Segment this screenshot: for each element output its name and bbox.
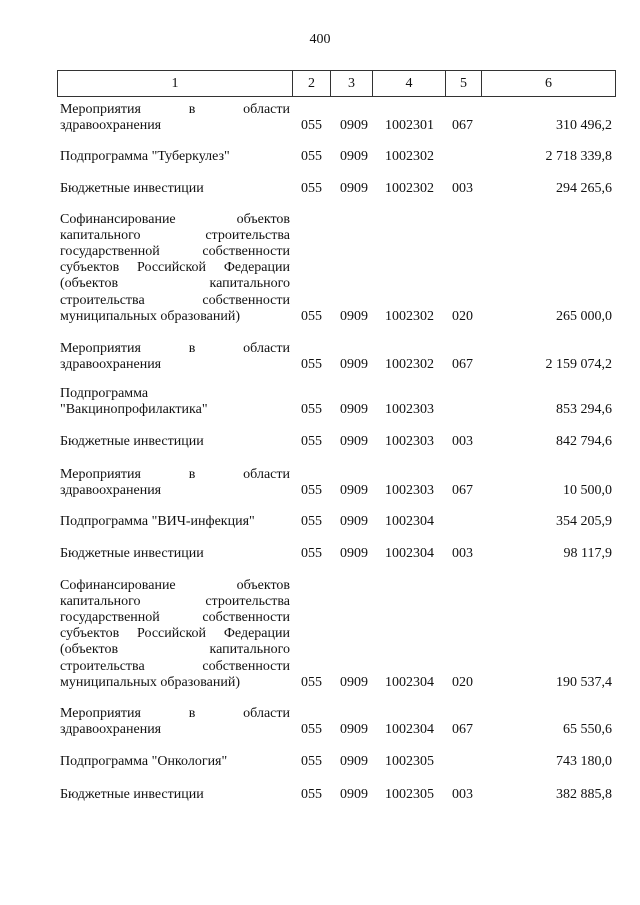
cell-c2: 055 [301,514,322,529]
row-description [60,514,290,530]
cell-c3: 0909 [340,402,368,417]
row-description [60,706,290,738]
cell-c2: 055 [301,149,322,164]
description-line: Бюджетные инвестиции [60,786,204,802]
cell-c2: 055 [301,181,322,196]
cell-c6: 310 496,2 [556,118,612,133]
header-col-4: 4 [373,71,446,96]
cell-c4: 1002304 [385,675,434,690]
table-header [57,70,616,97]
cell-c3: 0909 [340,483,368,498]
row-description [60,341,290,373]
description-line: Бюджетные инвестиции [60,545,204,561]
cell-c2: 055 [301,357,322,372]
cell-c4: 1002303 [385,483,434,498]
row-description [60,102,290,134]
header-col-5: 5 [446,71,482,96]
cell-c5: 067 [452,357,473,372]
header-col-6: 6 [545,76,552,91]
description-line: Мероприятия в области [60,466,290,482]
cell-c2: 055 [301,787,322,802]
description-line: Мероприятия в области [60,101,290,117]
description-line: Подпрограмма "Туберкулез" [60,148,230,164]
description-line: государственной собственности [60,610,290,626]
cell-c2: 055 [301,675,322,690]
description-line: Бюджетные инвестиции [60,180,204,196]
description-line: Подпрограмма "Онкология" [60,753,228,769]
row-description [60,434,290,450]
row-description [60,181,290,197]
cell-c4: 1002302 [385,309,434,324]
header-col-1: 1 [58,71,293,96]
cell-c4: 1002305 [385,754,434,769]
description-line: строительства собственности [60,292,290,308]
cell-c6: 382 885,8 [556,787,612,802]
description-line: муниципальных образований) [60,308,240,324]
cell-c3: 0909 [340,181,368,196]
cell-c2: 055 [301,754,322,769]
row-description [60,149,290,165]
description-line: строительства собственности [60,658,290,674]
cell-c6: 842 794,6 [556,434,612,449]
cell-c6: 743 180,0 [556,754,612,769]
cell-c4: 1002303 [385,434,434,449]
cell-c6: 10 500,0 [563,483,612,498]
cell-c6: 265 000,0 [556,309,612,324]
description-line: здравоохранения [60,356,162,372]
description-line: (объектов капитального [60,276,290,292]
cell-c2: 055 [301,722,322,737]
cell-c2: 055 [301,434,322,449]
header-col-2: 2 [293,71,331,96]
cell-c5: 020 [452,309,473,324]
cell-c3: 0909 [340,434,368,449]
cell-c6: 853 294,6 [556,402,612,417]
cell-c3: 0909 [340,149,368,164]
row-description [60,467,290,499]
cell-c5: 067 [452,118,473,133]
cell-c6: 65 550,6 [563,722,612,737]
cell-c4: 1002302 [385,357,434,372]
cell-c5: 020 [452,675,473,690]
description-line: капитального строительства [60,593,290,609]
cell-c3: 0909 [340,357,368,372]
cell-c5: 003 [452,181,473,196]
cell-c5: 067 [452,483,473,498]
cell-c6: 98 117,9 [563,546,612,561]
cell-c2: 055 [301,546,322,561]
cell-c4: 1002302 [385,149,434,164]
header-col-3: 3 [331,71,373,96]
row-description [60,212,290,325]
description-line: Софинансирование объектов [60,577,290,593]
cell-c6: 2 718 339,8 [545,149,612,164]
cell-c3: 0909 [340,546,368,561]
description-line: "Вакцинопрофилактика" [60,401,208,417]
cell-c4: 1002303 [385,402,434,417]
cell-c4: 1002304 [385,722,434,737]
cell-c3: 0909 [340,787,368,802]
cell-c4: 1002302 [385,181,434,196]
cell-c2: 055 [301,309,322,324]
description-line: государственной собственности [60,244,290,260]
description-line: Подпрограмма [60,385,149,401]
description-line: субъектов Российской Федерации [60,626,290,642]
description-line: здравоохранения [60,117,162,133]
cell-c3: 0909 [340,309,368,324]
cell-c3: 0909 [340,754,368,769]
row-description [60,546,290,562]
description-line: Софинансирование объектов [60,211,290,227]
cell-c2: 055 [301,402,322,417]
cell-c4: 1002304 [385,514,434,529]
cell-c6: 190 537,4 [556,675,612,690]
cell-c4: 1002305 [385,787,434,802]
page-number: 400 [309,32,331,47]
cell-c6: 294 265,6 [556,181,612,196]
cell-c4: 1002304 [385,546,434,561]
description-line: (объектов капитального [60,642,290,658]
description-line: Мероприятия в области [60,705,290,721]
row-description [60,787,290,803]
description-line: Бюджетные инвестиции [60,433,204,449]
cell-c5: 003 [452,787,473,802]
description-line: муниципальных образований) [60,674,240,690]
row-description [60,754,290,770]
description-line: субъектов Российской Федерации [60,260,290,276]
cell-c5: 003 [452,434,473,449]
description-line: капитального строительства [60,227,290,243]
description-line: Мероприятия в области [60,340,290,356]
cell-c6: 2 159 074,2 [545,357,612,372]
cell-c2: 055 [301,118,322,133]
cell-c2: 055 [301,483,322,498]
cell-c3: 0909 [340,118,368,133]
description-line: здравоохранения [60,482,162,498]
cell-c4: 1002301 [385,118,434,133]
cell-c5: 003 [452,546,473,561]
cell-c5: 067 [452,722,473,737]
cell-c3: 0909 [340,514,368,529]
cell-c3: 0909 [340,675,368,690]
cell-c3: 0909 [340,722,368,737]
cell-c6: 354 205,9 [556,514,612,529]
description-line: Подпрограмма "ВИЧ-инфекция" [60,513,255,529]
description-line: здравоохранения [60,721,162,737]
row-description [60,386,290,418]
row-description [60,578,290,691]
